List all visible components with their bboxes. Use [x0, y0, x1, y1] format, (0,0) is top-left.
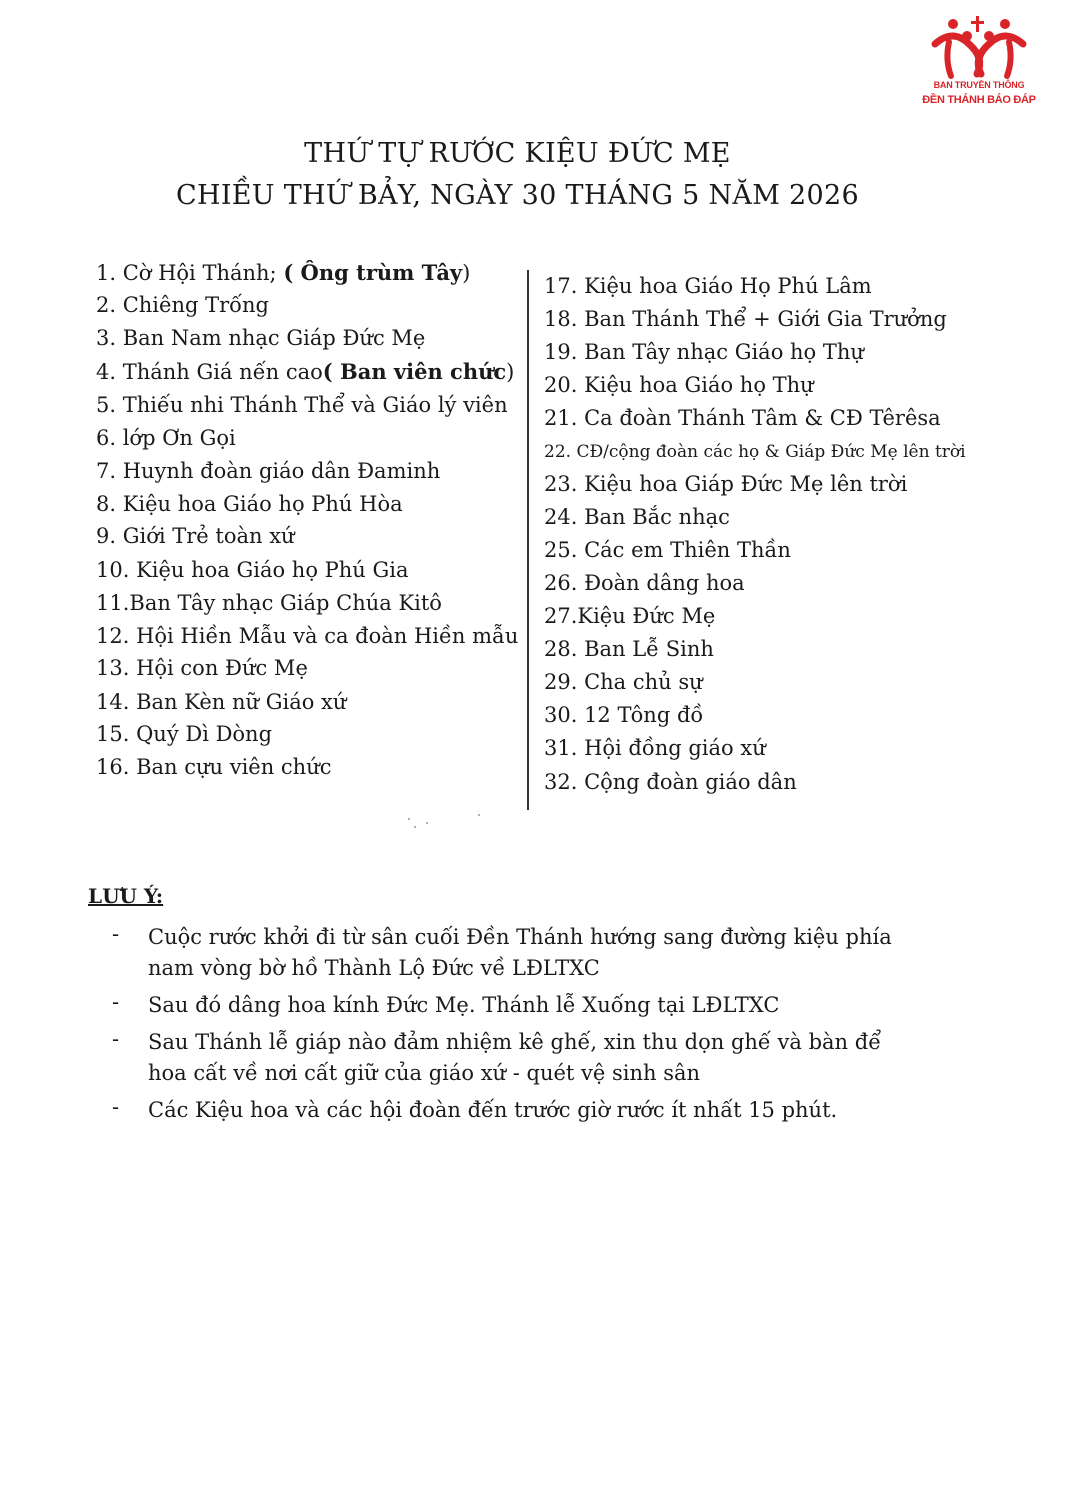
- list-item: 7. Huynh đoàn giáo dân Đaminh: [96, 459, 441, 483]
- list-item: 13. Hội con Đức Mẹ: [96, 656, 308, 680]
- list-item: 24. Ban Bắc nhạc: [544, 505, 730, 529]
- list-item: 28. Ban Lễ Sinh: [544, 637, 714, 661]
- list-item: 12. Hội Hiền Mẫu và ca đoàn Hiền mẫu: [96, 624, 519, 648]
- list-item: 1. Cờ Hội Thánh; ( Ông trùm Tây): [96, 260, 471, 285]
- list-item: 14. Ban Kèn nữ Giáo xứ: [96, 690, 347, 714]
- list-item: 17. Kiệu hoa Giáo Họ Phú Lâm: [544, 274, 872, 298]
- list-item: 5. Thiếu nhi Thánh Thể và Giáo lý viên: [96, 393, 508, 417]
- list-item: 4. Thánh Giá nến cao( Ban viên chức): [96, 359, 515, 384]
- note-item: [112, 990, 912, 1021]
- note-text: Cuộc rước khởi đi từ sân cuối Đền Thánh hướng sang đường kiệu phía nam vòng bờ hồ Thành Lộ Đức về LĐLTXC: [148, 925, 892, 980]
- bullet: -: [112, 1027, 120, 1051]
- page-title: THỨ TỰ RƯỚC KIỆU ĐỨC MẸ: [304, 138, 731, 169]
- note-text: Các Kiệu hoa và các hội đoàn đến trước giờ rước ít nhất 15 phút.: [148, 1098, 838, 1122]
- list-item: 9. Giới Trẻ toàn xứ: [96, 524, 295, 548]
- list-item: 26. Đoàn dâng hoa: [544, 571, 745, 595]
- scan-speck: [426, 822, 428, 824]
- list-item: 8. Kiệu hoa Giáo họ Phú Hòa: [96, 492, 403, 516]
- list-item: 19. Ban Tây nhạc Giáo họ Thự: [544, 340, 864, 364]
- list-item: 16. Ban cựu viên chức: [96, 755, 332, 779]
- list-item: 30. 12 Tông đồ: [544, 703, 704, 727]
- column-divider: [527, 270, 529, 810]
- logo: [920, 14, 1038, 114]
- list-item: 32. Cộng đoàn giáo dân: [544, 770, 797, 794]
- procession-list-left: [96, 260, 519, 820]
- scan-speck: [478, 814, 480, 816]
- list-item: 15. Quý Dì Dòng: [96, 722, 273, 746]
- list-item: 27.Kiệu Đức Mẹ: [544, 604, 716, 628]
- list-item: 25. Các em Thiên Thần: [544, 538, 791, 562]
- list-item: 21. Ca đoàn Thánh Tâm & CĐ Têrêsa: [544, 406, 941, 430]
- note-text: Sau đó dâng hoa kính Đức Mẹ. Thánh lễ Xuống tại LĐLTXC: [148, 993, 780, 1017]
- list-item: 2. Chiêng Trống: [96, 293, 269, 317]
- scan-speck: [408, 818, 410, 820]
- bullet: -: [112, 1095, 120, 1119]
- logo-figures-icon: [929, 14, 1029, 80]
- list-item: 18. Ban Thánh Thể + Giới Gia Trưởng: [544, 307, 947, 331]
- scan-speck: [414, 826, 416, 828]
- list-item: 29. Cha chủ sự: [544, 670, 703, 694]
- list-item: 20. Kiệu hoa Giáo họ Thự: [544, 373, 814, 397]
- notes-heading: LƯU Ý:: [88, 884, 164, 908]
- list-item: 3. Ban Nam nhạc Giáp Đức Mẹ: [96, 326, 426, 350]
- list-item: 31. Hội đồng giáo xứ: [544, 736, 766, 760]
- list-item: 22. CĐ/cộng đoàn các họ & Giáp Đức Mẹ lên trời: [544, 442, 966, 462]
- list-item: 10. Kiệu hoa Giáo họ Phú Gia: [96, 558, 409, 582]
- logo-line-1: BAN TRUYỀN THÔNG: [933, 80, 1025, 90]
- bullet: -: [112, 922, 120, 946]
- note-item: [112, 1095, 912, 1126]
- list-item: 23. Kiệu hoa Giáp Đức Mẹ lên trời: [544, 472, 908, 496]
- logo-line-2: ĐỀN THÁNH BÁO ĐÁP: [922, 94, 1036, 106]
- notes-list: [112, 922, 912, 1132]
- note-text: Sau Thánh lễ giáp nào đảm nhiệm kê ghế, xin thu dọn ghế và bàn để hoa cất về nơi cất giữ của giáo xứ - quét vệ sinh sân: [148, 1030, 882, 1085]
- list-item: 11.Ban Tây nhạc Giáp Chúa Kitô: [96, 591, 442, 615]
- note-item: [112, 922, 912, 984]
- list-item: 6. lớp Ơn Gọi: [96, 426, 236, 450]
- note-item: [112, 1027, 912, 1089]
- bullet: -: [112, 990, 120, 1014]
- procession-list-right: [544, 274, 1004, 834]
- page-subtitle: CHIỀU THỨ BẢY, NGÀY 30 THÁNG 5 NĂM 2026: [176, 180, 859, 211]
